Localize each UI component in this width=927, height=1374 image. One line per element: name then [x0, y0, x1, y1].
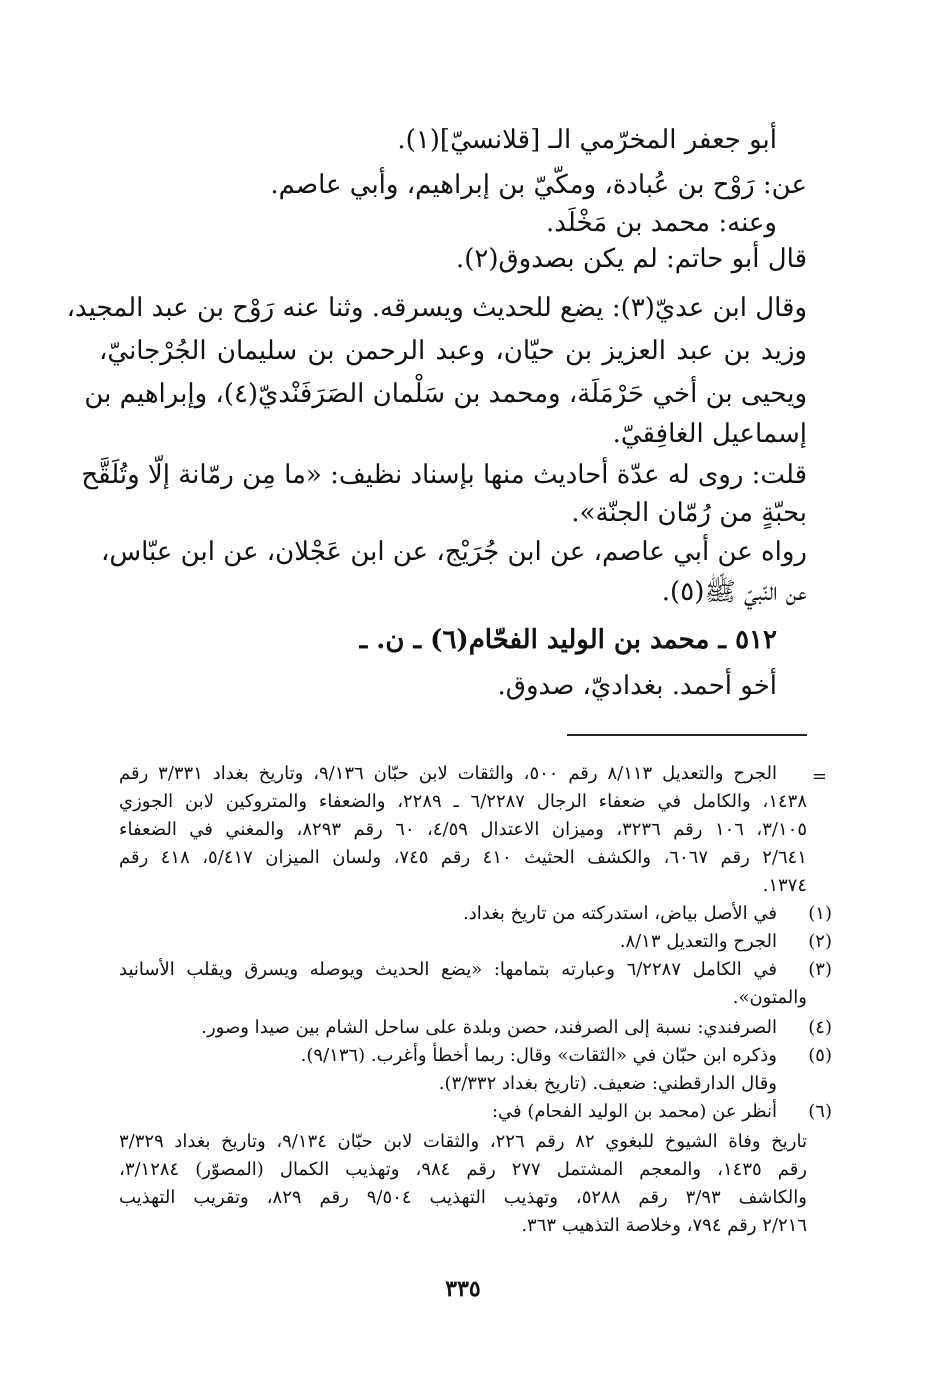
footnote-line: وقال الدارقطني: ضعيف. (تاريخ بغداد ٣/٣٣٢). — [438, 1073, 777, 1094]
entry-line: أخو أحمد. بغداديّ، صدوق. — [497, 671, 777, 701]
entry-line: إسماعيل الغافِقيّ. — [612, 419, 807, 449]
entry-line: وزيد بن عبد العزيز بن حيّان، وعبد الرحمن بن سليمان الجُرْجانيّ، — [99, 336, 807, 366]
footnote-number: (٦) — [808, 1101, 832, 1122]
footnote-line: في الأصل بياض، استدركته من تاريخ بغداد. — [463, 903, 777, 924]
footnote-line: الجرح والتعديل ٨/١١٣ رقم ٥٠٠، والثقات لابن حبّان ٩/١٣٦، وتاريخ بغداد ٣/٣٣١ رقم — [119, 763, 778, 784]
footnote-line: ١٤٣٨، والكامل في ضعفاء الرجال ٦/٢٢٨٧ ـ ٢٢٨٩، والضعفاء والمتروكين لابن الجوزي — [119, 791, 808, 812]
entry-line: وعنه: محمد بن مَخْلَد. — [545, 208, 777, 238]
footnote-line: ١٣٧٤. — [762, 875, 807, 896]
footnote-line: ٢/٦٤١ رقم ٦٠٦٧، والكشف الحثيث ٤١٠ رقم ٧٤٥، ولسان الميزان ٥/٤١٧، ٤١٨ رقم — [119, 847, 807, 868]
footnote-line: والمتون». — [732, 987, 807, 1008]
footnote-line: أنظر عن (محمد بن الوليد الفحام) في: — [491, 1101, 777, 1122]
entry-line: رواه عن أبي عاصم، عن ابن جُرَيْج، عن ابن عَجْلان، عن ابن عبّاس، — [101, 537, 807, 567]
footnote-line: في الكامل ٦/٢٢٨٧ وعبارته بتمامها: «يضع الحديث ويوصله ويسرق ويقلب الأسانيد — [119, 959, 777, 980]
page-number: ٣٣٥ — [445, 1276, 481, 1302]
footnote-number: (٤) — [808, 1017, 832, 1038]
entry-line: عن النّبيّ ﷺ(٥). — [661, 577, 807, 607]
footnote-line: الصرفندي: نسبة إلى الصرفند، حصن وبلدة على ساحل الشام بين صيدا وصور. — [201, 1017, 777, 1038]
footnote-number: (٣) — [808, 959, 832, 980]
footnote-number: (٥) — [808, 1045, 832, 1066]
entry-line: قال أبو حاتم: لم يكن بصدوق(٢). — [455, 244, 807, 274]
continuation-marker: = — [811, 766, 827, 787]
entry-line: ويحيى بن أخي حَرْمَلَة، ومحمد بن سَلْمان الصَرَفَنْديّ(٤)، وإبراهيم بن — [84, 379, 807, 409]
entry-heading: ٥١٢ ـ محمد بن الوليد الفحّام(٦) ـ ن. ـ — [359, 625, 777, 655]
entry-line: قلت: روى له عدّة أحاديث منها بإسناد نظيف: «ما مِن رمّانة إلّا وتُلَقَّح — [81, 460, 807, 490]
entry-line: عن: رَوْح بن عُبادة، ومكّيّ بن إبراهيم، وأبي عاصم. — [270, 170, 807, 200]
footnote-line: الجرح والتعديل ٨/١٣. — [619, 931, 777, 952]
footnote-number: (١) — [808, 903, 832, 924]
footnote-line: والكاشف ٣/٩٣ رقم ٥٢٨٨، وتهذيب التهذيب ٩/٥٠٤ رقم ٨٢٩، وتقريب التهذيب — [119, 1187, 807, 1208]
footnote-line: تاريخ وفاة الشيوخ للبغوي ٨٢ رقم ٢٢٦، والثقات لابن حبّان ٩/١٣٤، وتاريخ بغداد ٣/٣٢٩ — [119, 1131, 807, 1152]
entry-line: بحبّةٍ من رُمّان الجنّة». — [571, 498, 807, 528]
footnote-number: (٢) — [808, 931, 832, 952]
footnote-line: وذكره ابن حبّان في «الثقات» وقال: ربما أخطأ وأغرب. (٩/١٣٦). — [300, 1045, 777, 1066]
footnote-line: رقم ١٤٣٥، والمعجم المشتمل ٢٧٧ رقم ٩٨٤، وتهذيب الكمال (المصوّر) ٣/١٢٨٤، — [119, 1159, 808, 1180]
footnote-line: ٣/١٠٥، ١٠٦ رقم ٣٢٣٦، وميزان الاعتدال ٤/٥٩، ٦٠ رقم ٨٢٩٣، والمغني في الضعفاء — [119, 819, 807, 840]
entry-line: وقال ابن عديّ(٣): يضع للحديث ويسرقه. وثنا عنه رَوْح بن عبد المجيد، — [66, 293, 807, 323]
footnote-line: ٢/٢١٦ رقم ٧٩٤، وخلاصة التذهيب ٣٦٣. — [521, 1215, 807, 1236]
entry-line: أبو جعفر المخرّمي الـ [قلانسيّ](١). — [397, 125, 777, 155]
footnote-separator — [567, 734, 807, 736]
